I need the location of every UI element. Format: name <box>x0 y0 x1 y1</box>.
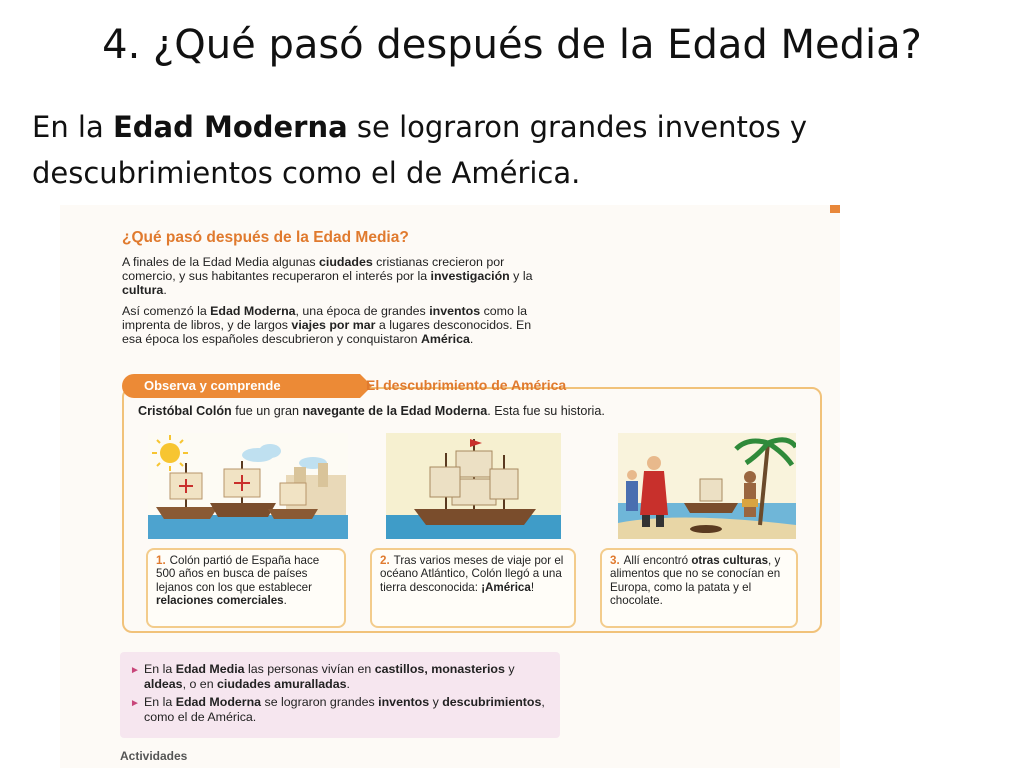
triangle-bullet-icon: ► <box>130 665 140 676</box>
summary-text: En la <box>144 662 176 676</box>
caption-number: 2. <box>380 554 390 567</box>
slide-title: 4. ¿Qué pasó después de la Edad Media? <box>102 22 922 68</box>
colon-text: . Esta fue su historia. <box>487 404 605 418</box>
p1-bold: cultura <box>122 283 164 298</box>
colon-bold: Cristóbal Colón <box>138 404 232 418</box>
summary-bold: aldeas <box>144 676 183 691</box>
colon-intro <box>138 404 605 418</box>
caption-text: . <box>283 593 287 607</box>
colon-text: fue un gran <box>231 404 303 418</box>
summary-bold: ciudades amuralladas <box>217 676 347 691</box>
summary-bold: inventos <box>378 695 430 710</box>
p1-text: . <box>163 283 167 298</box>
p2-text: como la imprenta de libros, y de largos <box>122 304 527 333</box>
p2-text: . <box>469 332 474 347</box>
summary-text: y <box>504 662 515 676</box>
summary-item <box>130 695 552 724</box>
caption-bold: relaciones comerciales <box>156 593 284 607</box>
summary-text: se lograron grandes <box>261 695 379 710</box>
triangle-bullet-icon: ► <box>130 698 140 710</box>
caption-bold: ¡América <box>481 580 531 594</box>
summary-text: . <box>346 676 350 691</box>
caption-number: 3. <box>610 554 620 567</box>
body-text-post: se lograron grandes inventos y descubrimientos como el de América. <box>32 110 808 190</box>
summary-bold: descubrimientos <box>442 695 542 710</box>
caption-bold: otras culturas <box>691 554 769 567</box>
summary-text: , o en <box>182 676 218 691</box>
summary-text: , como el de América. <box>144 695 545 724</box>
p2-text: a lugares desconocidos. En esa época los españoles descubrieron y conquistaron <box>122 318 532 347</box>
p1-text: A finales de la Edad Media algunas <box>122 255 320 269</box>
p2-bold: viajes por mar <box>291 318 376 333</box>
summary-text: y <box>429 695 443 710</box>
caption-text: , y alimentos que no se conocían en Europa, como la patata y el chocolate. <box>610 554 781 607</box>
p1-bold: investigación <box>430 269 510 284</box>
caption-2 <box>370 548 576 628</box>
p1-bold: ciudades <box>319 255 373 269</box>
book-heading: ¿Qué pasó después de la Edad Media? <box>122 229 409 246</box>
p1-text: y la <box>509 269 533 284</box>
caption-text: Tras varios meses de viaje por el océano Atlántico, Colón llegó a una tierra desconocida: <box>380 554 564 594</box>
activities-label: Actividades <box>120 749 188 763</box>
book-paragraph-1 <box>122 255 537 298</box>
p2-bold: Edad Moderna <box>210 304 296 318</box>
caption-text: ! <box>530 580 535 594</box>
caption-text: Colón partió de España hace 500 años en busca de países lejanos con los que establecer <box>156 554 320 594</box>
panel-image-departure <box>148 433 348 539</box>
caption-1 <box>146 548 346 628</box>
p2-bold: inventos <box>429 304 481 318</box>
summary-bold: Edad Media <box>175 662 245 676</box>
caption-number: 1. <box>156 554 166 567</box>
summary-text: las personas vivían en <box>244 662 375 676</box>
body-text-pre: En la <box>32 110 113 144</box>
textbook-page-image <box>60 205 840 768</box>
summary-bold: castillos, monasterios <box>374 662 505 676</box>
p2-text: , una época de grandes <box>295 304 430 318</box>
p2-text: Así comenzó la <box>122 304 211 318</box>
panel-image-voyage <box>386 433 561 539</box>
observe-label-bar: Observa y comprende <box>122 374 360 398</box>
body-text-bold: Edad Moderna <box>112 110 348 144</box>
caption-3 <box>600 548 798 628</box>
summary-text: En la <box>144 695 176 710</box>
bookmark-tab <box>830 205 840 213</box>
summary-box <box>120 652 560 738</box>
slide-body-text <box>32 104 912 196</box>
book-paragraph-2 <box>122 304 537 347</box>
summary-bold: Edad Moderna <box>175 695 262 710</box>
summary-item <box>130 662 552 691</box>
colon-bold: navegante de la Edad Moderna <box>302 404 488 418</box>
p1-text: cristianas crecieron por comercio, y sus habitantes recuperaron el interés por la <box>122 255 505 284</box>
panel-image-arrival <box>618 433 796 539</box>
p2-bold: América <box>420 332 470 347</box>
observe-title: El descubrimiento de América <box>366 377 567 393</box>
caption-text: Allí encontró <box>623 554 692 567</box>
